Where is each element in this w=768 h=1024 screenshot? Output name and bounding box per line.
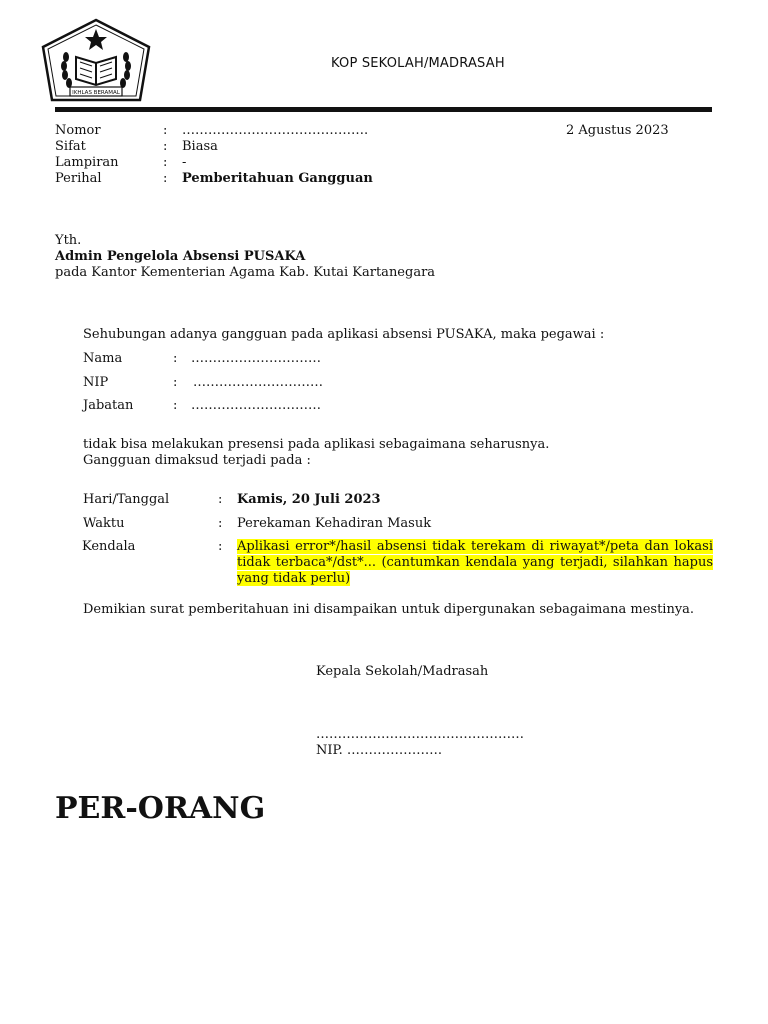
detail-value-issue-wrap	[237, 539, 713, 587]
detail-label-issue: Kendala	[82, 539, 136, 554]
signature-name-line: …………………………………………	[316, 727, 524, 742]
detail-sep: :	[218, 492, 223, 507]
signature-title: Kepala Sekolah/Madrasah	[316, 664, 489, 679]
employee-label-nip: NIP	[83, 375, 109, 390]
employee-label-jabatan: Jabatan	[83, 398, 134, 413]
recipient-name: Admin Pengelola Absensi PUSAKA	[55, 249, 306, 264]
meta-label-perihal: Perihal	[55, 171, 102, 186]
meta-value-sifat: Biasa	[182, 139, 218, 154]
employee-label-nama: Nama	[83, 351, 123, 366]
letter-date: 2 Agustus 2023	[566, 123, 669, 138]
employee-value-nip: …………………………	[193, 375, 323, 390]
meta-value-lampiran: -	[182, 155, 187, 170]
recipient-office: pada Kantor Kementerian Agama Kab. Kutai Kartanegara	[55, 265, 436, 280]
detail-label-time: Waktu	[83, 516, 125, 531]
letterhead-title: KOP SEKOLAH/MADRASAH	[331, 56, 505, 71]
body-line-2: Gangguan dimaksud terjadi pada :	[83, 453, 311, 468]
detail-sep: :	[218, 539, 223, 554]
employee-sep: :	[173, 351, 178, 366]
detail-value-date: Kamis, 20 Juli 2023	[237, 492, 381, 507]
meta-sep: :	[163, 171, 168, 186]
detail-sep: :	[218, 516, 223, 531]
per-orang-label: PER-ORANG	[55, 791, 266, 826]
body-intro: Sehubungan adanya gangguan pada aplikasi absensi PUSAKA, maka pegawai :	[83, 327, 605, 342]
employee-value-nama: …………………………	[191, 351, 321, 366]
svg-text:IKHLAS BERAMAL: IKHLAS BERAMAL	[72, 90, 120, 96]
meta-sep: :	[163, 123, 168, 138]
detail-value-issue: Aplikasi error*/hasil absensi tidak terekam di riwayat*/peta dan lokasi tidak terbaca*/dst*... (cantumkan kendala yang terjadi, silahkan hapus yang tidak perlu)	[237, 539, 713, 586]
employee-value-jabatan: …………………………	[191, 398, 321, 413]
employee-sep: :	[173, 375, 178, 390]
body-closing: Demikian surat pemberitahuan ini disampaikan untuk dipergunakan sebagaimana mestinya.	[83, 602, 695, 617]
recipient-salutation: Yth.	[55, 233, 82, 248]
detail-label-date: Hari/Tanggal	[83, 492, 170, 507]
meta-label-sifat: Sifat	[55, 139, 86, 154]
body-line-1: tidak bisa melakukan presensi pada aplikasi sebagaimana seharusnya.	[83, 437, 550, 452]
detail-value-time: Perekaman Kehadiran Masuk	[237, 516, 432, 531]
meta-label-lampiran: Lampiran	[55, 155, 119, 170]
meta-sep: :	[163, 139, 168, 154]
meta-value-perihal: Pemberitahuan Gangguan	[182, 171, 373, 186]
meta-sep: :	[163, 155, 168, 170]
signature-nip-line: NIP. ………………….	[316, 743, 443, 758]
ministry-emblem-logo	[40, 17, 152, 103]
letterhead-divider	[55, 107, 712, 112]
employee-sep: :	[173, 398, 178, 413]
meta-value-nomor: …………………………………….	[182, 123, 369, 138]
meta-label-nomor: Nomor	[55, 123, 101, 138]
